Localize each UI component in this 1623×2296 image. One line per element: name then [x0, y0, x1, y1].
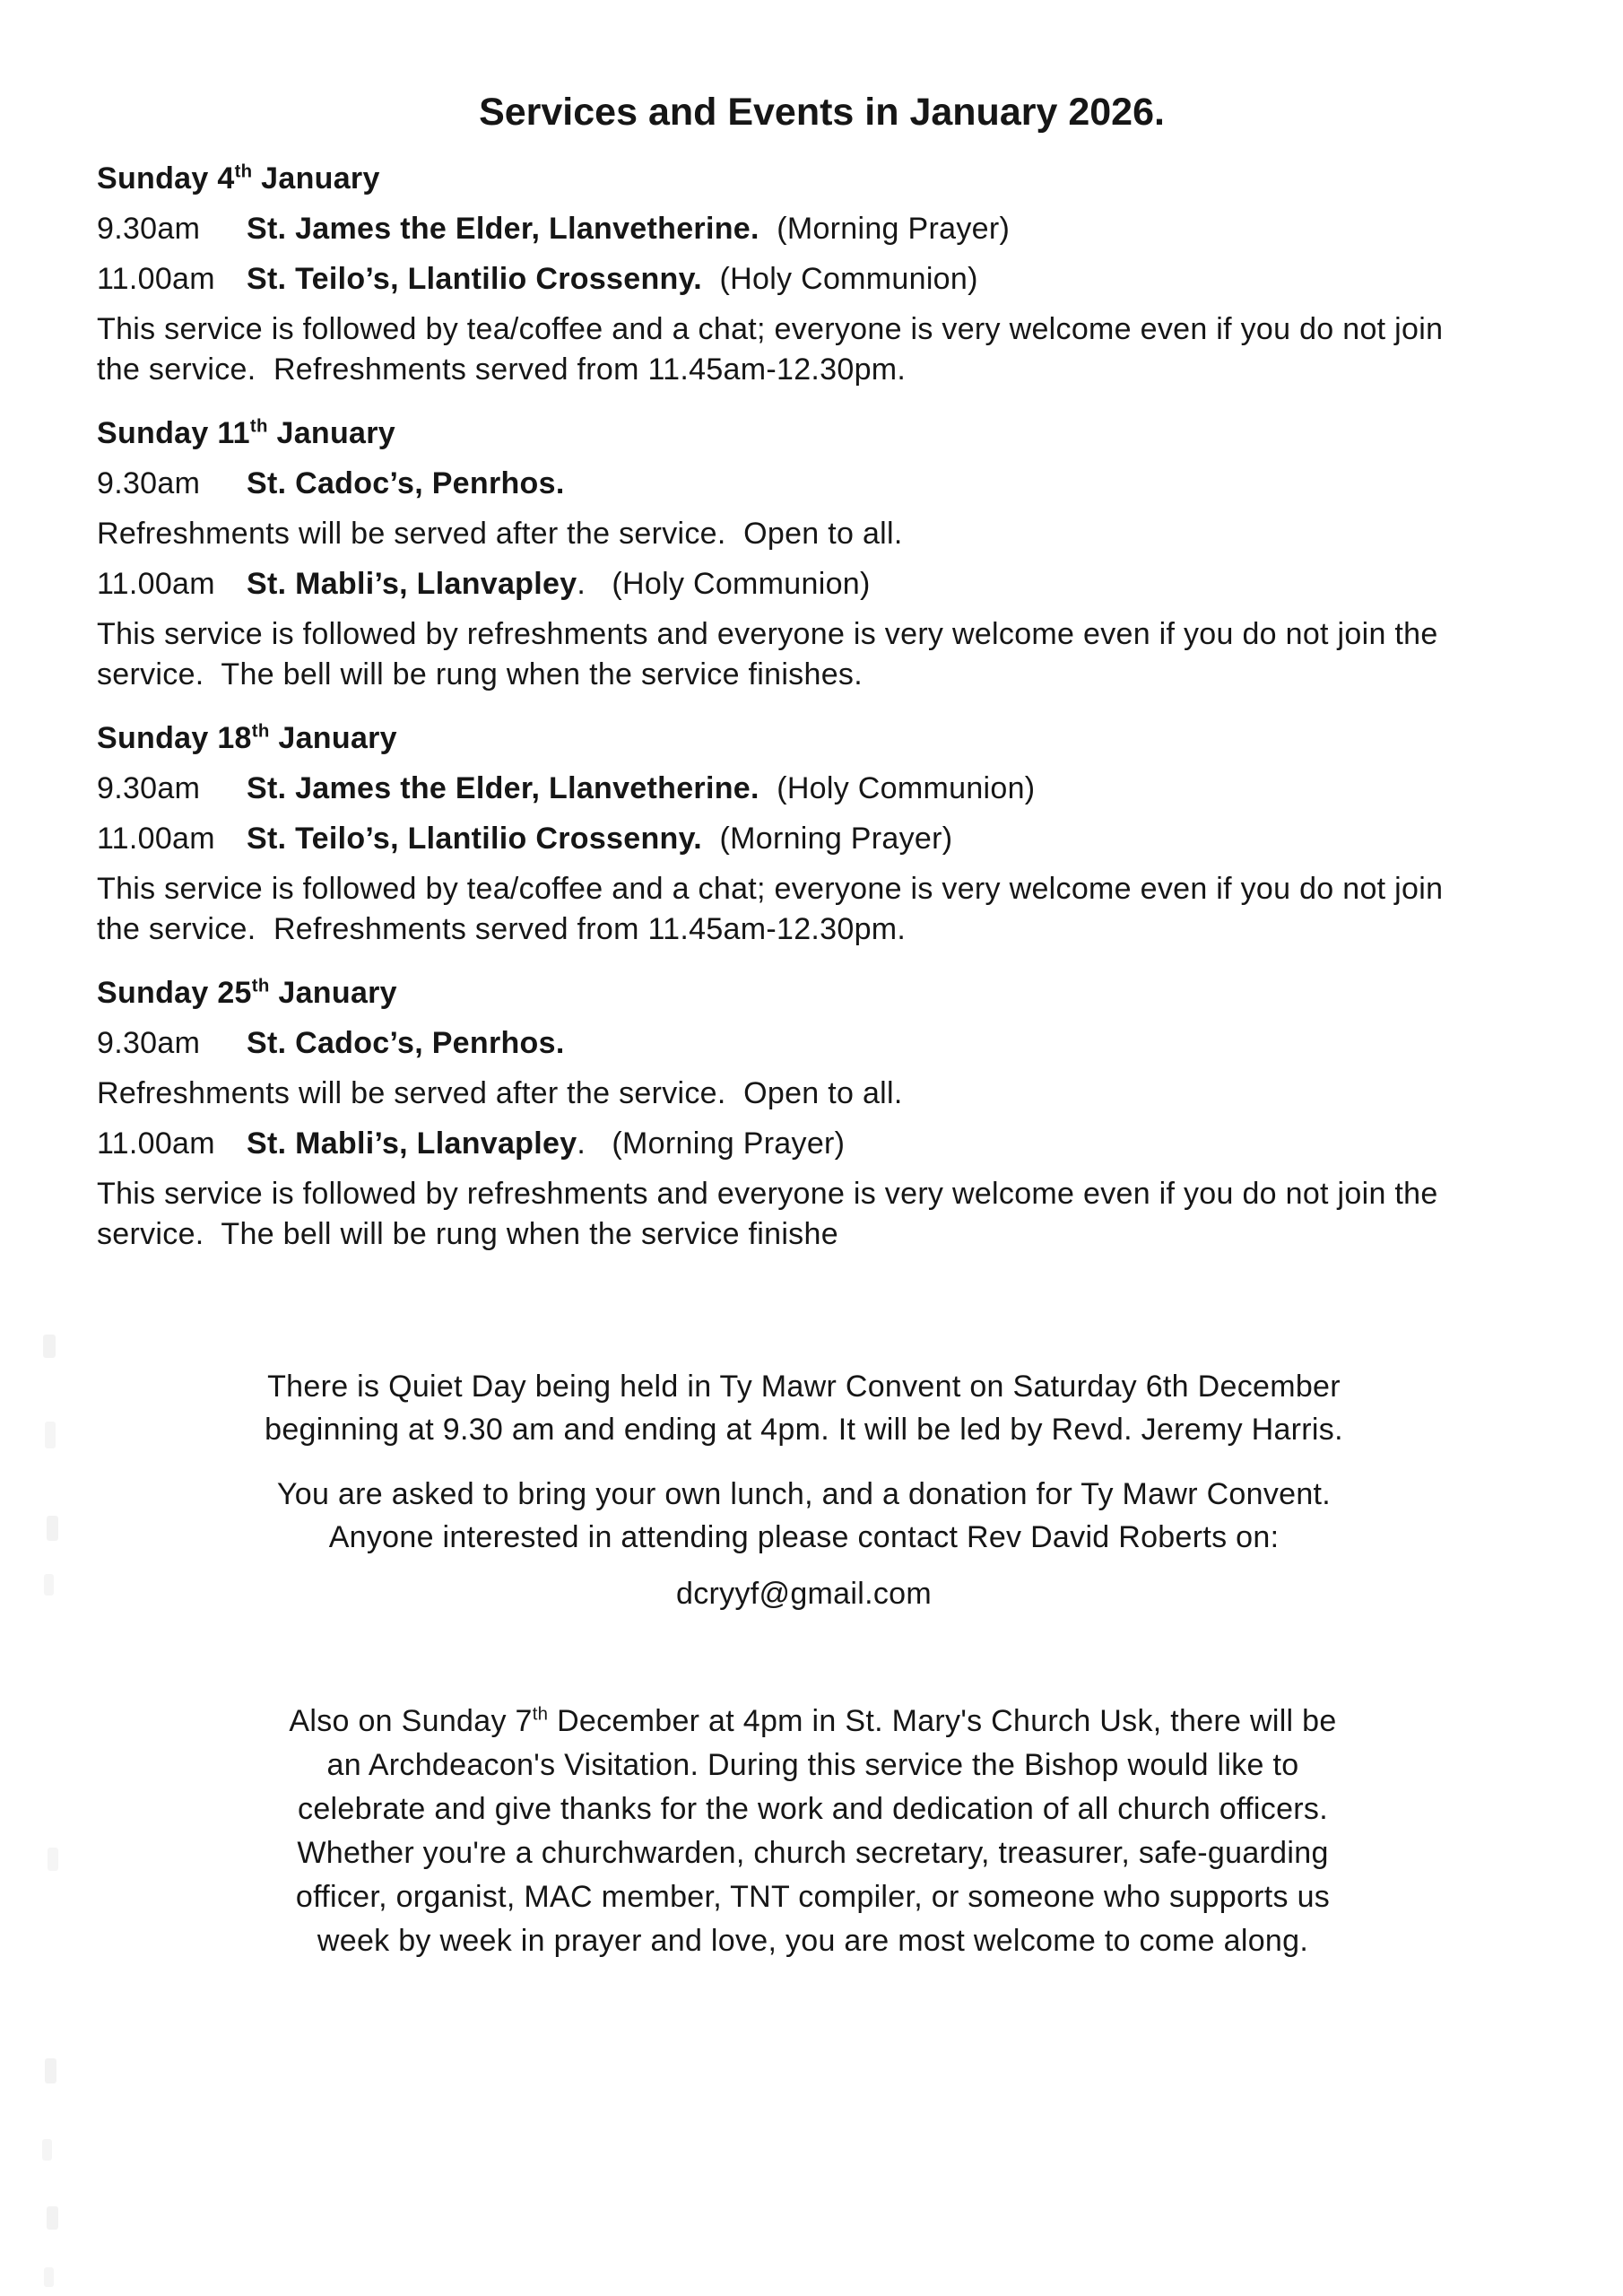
- service-note: [97, 309, 1547, 390]
- note-line: Refreshments will be served after the service. Open to all.: [97, 1076, 903, 1110]
- service-description: [247, 564, 1547, 604]
- service-row: [97, 464, 1547, 504]
- service-description: [247, 819, 1547, 859]
- visitation-announcement: [97, 1700, 1529, 1963]
- service-detail: (Holy Communion): [702, 262, 978, 296]
- section-heading: [97, 413, 1547, 454]
- announcement-line: celebrate and give thanks for the work and dedication of all church officers.: [298, 1792, 1328, 1826]
- section-sunday-4-january: [97, 159, 1547, 390]
- service-description: [247, 769, 1547, 809]
- service-description: [247, 1023, 1547, 1064]
- service-time: 9.30am: [97, 466, 201, 500]
- service-time: 9.30am: [97, 212, 201, 246]
- note-line: the service. Refreshments served from 11.45am-12.30pm.: [97, 352, 907, 387]
- ordinal-superscript: th: [532, 1704, 549, 1725]
- service-row: [97, 1023, 1547, 1064]
- service-row: [97, 1124, 1547, 1164]
- scan-artifact: [43, 1335, 56, 1358]
- ordinal-superscript: th: [249, 416, 268, 437]
- announcement-text: December at 4pm in St. Mary's Church Usk, there will be: [548, 1704, 1337, 1738]
- heading-text: Sunday 25: [97, 976, 252, 1010]
- service-row: [97, 209, 1547, 249]
- service-time: 9.30am: [97, 1026, 201, 1060]
- section-sunday-18-january: [97, 718, 1547, 950]
- service-time: 11.00am: [97, 822, 215, 856]
- church-name: St. Teilo’s, Llantilio Crossenny.: [247, 262, 703, 296]
- heading-text: Sunday 11: [97, 416, 250, 450]
- heading-text: Sunday 4: [97, 161, 235, 196]
- quiet-day-paragraph: [97, 1365, 1511, 1451]
- church-name: St. Cadoc’s, Penrhos.: [247, 466, 565, 500]
- church-name: St. Mabli’s, Llanvapley: [247, 567, 577, 601]
- service-time: 9.30am: [97, 771, 201, 805]
- church-name: St. James the Elder, Llanvetherine.: [247, 771, 759, 805]
- note-line: This service is followed by refreshments and everyone is very welcome even if you do not join the: [97, 1177, 1438, 1211]
- section-heading: [97, 973, 1547, 1013]
- note-line: This service is followed by refreshments and everyone is very welcome even if you do not join the: [97, 617, 1438, 651]
- heading-text: January: [252, 161, 380, 196]
- scan-artifact: [47, 2206, 58, 2230]
- church-name: St. James the Elder, Llanvetherine.: [247, 212, 759, 246]
- heading-text: January: [269, 976, 397, 1010]
- service-detail: (Holy Communion): [759, 771, 1036, 805]
- scan-artifact: [44, 2267, 54, 2287]
- service-description: [247, 1124, 1547, 1164]
- contact-email-line: [97, 1572, 1511, 1615]
- announcement-line: There is Quiet Day being held in Ty Mawr Convent on Saturday 6th December: [267, 1370, 1341, 1404]
- church-name: St. Cadoc’s, Penrhos.: [247, 1026, 565, 1060]
- note-line: the service. Refreshments served from 11.45am-12.30pm.: [97, 912, 907, 946]
- service-description: [247, 259, 1547, 300]
- page-title: Services and Events in January 2026.: [479, 91, 1165, 134]
- service-note: [97, 1174, 1547, 1255]
- note-line: service. The bell will be rung when the service finishe: [97, 1217, 838, 1251]
- service-detail: . (Morning Prayer): [577, 1126, 846, 1161]
- service-note: [97, 614, 1547, 695]
- scan-artifact: [48, 1848, 58, 1871]
- service-row: [97, 564, 1547, 604]
- service-description: [247, 464, 1547, 504]
- announcement-text: Also on Sunday 7: [289, 1704, 533, 1738]
- announcement-line: [97, 1700, 1529, 1744]
- scan-artifact: [45, 1422, 56, 1448]
- email-address: dcryyf@gmail.com: [676, 1577, 932, 1611]
- note-line: This service is followed by tea/coffee and a chat; everyone is very welcome even if you do not join: [97, 872, 1444, 906]
- announcement-line: officer, organist, MAC member, TNT compiler, or someone who supports us: [295, 1880, 1331, 1914]
- note-line: Refreshments will be served after the service. Open to all.: [97, 517, 903, 551]
- service-time: 11.00am: [97, 567, 215, 601]
- service-row: [97, 769, 1547, 809]
- announcement-line: Whether you're a churchwarden, church secretary, treasurer, safe-guarding: [297, 1836, 1329, 1870]
- announcement-line: Anyone interested in attending please contact Rev David Roberts on:: [328, 1520, 1280, 1554]
- ordinal-superscript: th: [251, 721, 270, 742]
- heading-text: Sunday 18: [97, 721, 252, 755]
- service-detail: (Morning Prayer): [702, 822, 953, 856]
- quiet-day-announcement: [97, 1365, 1511, 1615]
- service-row: [97, 819, 1547, 859]
- service-time: 11.00am: [97, 262, 215, 296]
- service-row: [97, 259, 1547, 300]
- service-time: 11.00am: [97, 1126, 215, 1161]
- service-note: [97, 1074, 1547, 1114]
- note-line: service. The bell will be rung when the service finishes.: [97, 657, 863, 691]
- ordinal-superscript: th: [234, 161, 253, 182]
- service-note: [97, 869, 1547, 950]
- ordinal-superscript: th: [251, 976, 270, 996]
- section-sunday-25-january: [97, 973, 1547, 1255]
- heading-text: January: [269, 721, 397, 755]
- scan-artifact: [47, 1516, 58, 1541]
- service-detail: (Morning Prayer): [759, 212, 1011, 246]
- church-name: St. Teilo’s, Llantilio Crossenny.: [247, 822, 703, 856]
- section-heading: [97, 718, 1547, 759]
- announcement-line: beginning at 9.30 am and ending at 4pm. It will be led by Revd. Jeremy Harris.: [265, 1413, 1343, 1447]
- church-name: St. Mabli’s, Llanvapley: [247, 1126, 577, 1161]
- scan-artifact: [44, 1574, 54, 1596]
- announcement-line: You are asked to bring your own lunch, and a donation for Ty Mawr Convent.: [276, 1477, 1332, 1511]
- service-detail: . (Holy Communion): [577, 567, 871, 601]
- scan-artifact: [42, 2139, 52, 2161]
- heading-text: January: [267, 416, 396, 450]
- service-description: [247, 209, 1547, 249]
- announcement-line: week by week in prayer and love, you are most welcome to come along.: [317, 1924, 1309, 1958]
- section-sunday-11-january: [97, 413, 1547, 695]
- note-line: This service is followed by tea/coffee and a chat; everyone is very welcome even if you do not join: [97, 312, 1444, 346]
- announcement-line: an Archdeacon's Visitation. During this service the Bishop would like to: [326, 1748, 1299, 1782]
- scan-artifact: [45, 2058, 56, 2083]
- section-heading: [97, 159, 1547, 199]
- service-note: [97, 514, 1547, 554]
- quiet-day-paragraph: [97, 1473, 1511, 1559]
